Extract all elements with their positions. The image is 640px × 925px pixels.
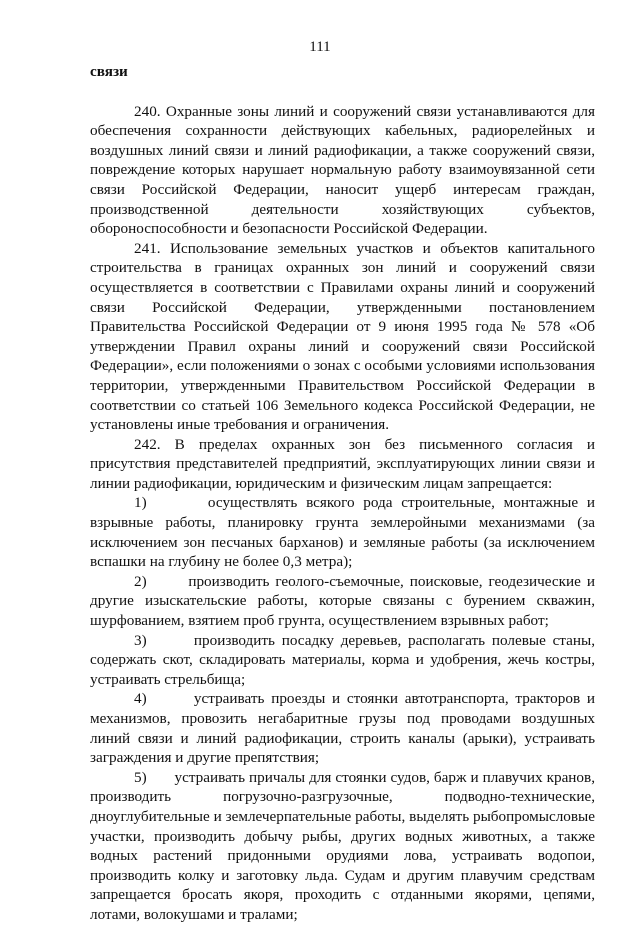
document-body — [90, 62, 595, 925]
list-item-5: 5) устраивать причалы для стоянки судов, барж и плавучих кранов, производить погрузочно-разгрузочные, подводно-технические, дноуглубительные и землечерпательные работы, выделять рыбопромысловые участки, производить добычу рыбы, других водных животных, а также водных растений придонными орудиями лова, устраивать водопои, производить колку и заготовку льда. Судам и другим плавучим средствам запрещается бросать якоря, проходить с отданными якорями, цепями, лотами, волокушами и тралами; — [90, 768, 595, 923]
list-item-1: 1) осуществлять всякого рода строительные, монтажные и взрывные работы, планировку грунта землеройными механизмами (за исключением зон песчаных барханов) и земляные работы (за исключением вспашки на глубину не более 0,3 метра); — [90, 494, 595, 571]
paragraph-242: 242. В пределах охранных зон без письменного согласия и присутствия представителей предприятий, эксплуатирующих линии связи и линии радиофикации, юридическим и физическим лицам запрещается: — [90, 435, 595, 492]
paragraph-240: 240. Охранные зоны линий и сооружений связи устанавливаются для обеспечения сохранности действующих кабельных, радиорелейных и воздушных линий связи и линий радиофикации, а также сооружений связи, повреждение которых нарушает нормальную работу взаимоувязанной сети связи Российской Федерации, наносит ущерб интересам граждан, производственной деятельности хозяйствующих субъектов, обороноспособности и безопасности Российской Федерации. — [90, 102, 595, 238]
section-heading-fragment: связи — [90, 63, 128, 80]
page-number: 111 — [309, 39, 331, 55]
list-item-3: 3) производить посадку деревьев, располагать полевые станы, содержать скот, складировать материалы, корма и удобрения, жечь костры, устраивать стрельбища; — [90, 631, 595, 688]
list-item-4: 4) устраивать проезды и стоянки автотранспорта, тракторов и механизмов, провозить негабаритные грузы под проводами воздушных линий связи и линий радиофикации, строить каналы (арыки), устраивать заграждения и другие препятствия; — [90, 690, 595, 767]
list-item-2: 2) производить геолого-съемочные, поисковые, геодезические и другие изыскательские работы, которые связаны с бурением скважин, шурфованием, взятием проб грунта, осуществлением взрывных работ; — [90, 572, 595, 630]
paragraph-241: 241. Использование земельных участков и объектов капитального строительства в границах охранных зон линий и сооружений связи осуществляется в соответствии с Правилами охраны линий и сооружений связи Российской Федерации, утвержденными постановлением Правительства Российской Федерации от 9 июня 1995 года № 578 «Об утверждении Правил охраны линий и сооружений связи Российской Федерации», если положениями о зонах с особыми условиями использования территории, утвержденными Правительством Российской Федерации в соответствии со статьей 106 Земельного кодекса Российской Федерации, не установлены иные требования и ограничения. — [90, 239, 595, 434]
